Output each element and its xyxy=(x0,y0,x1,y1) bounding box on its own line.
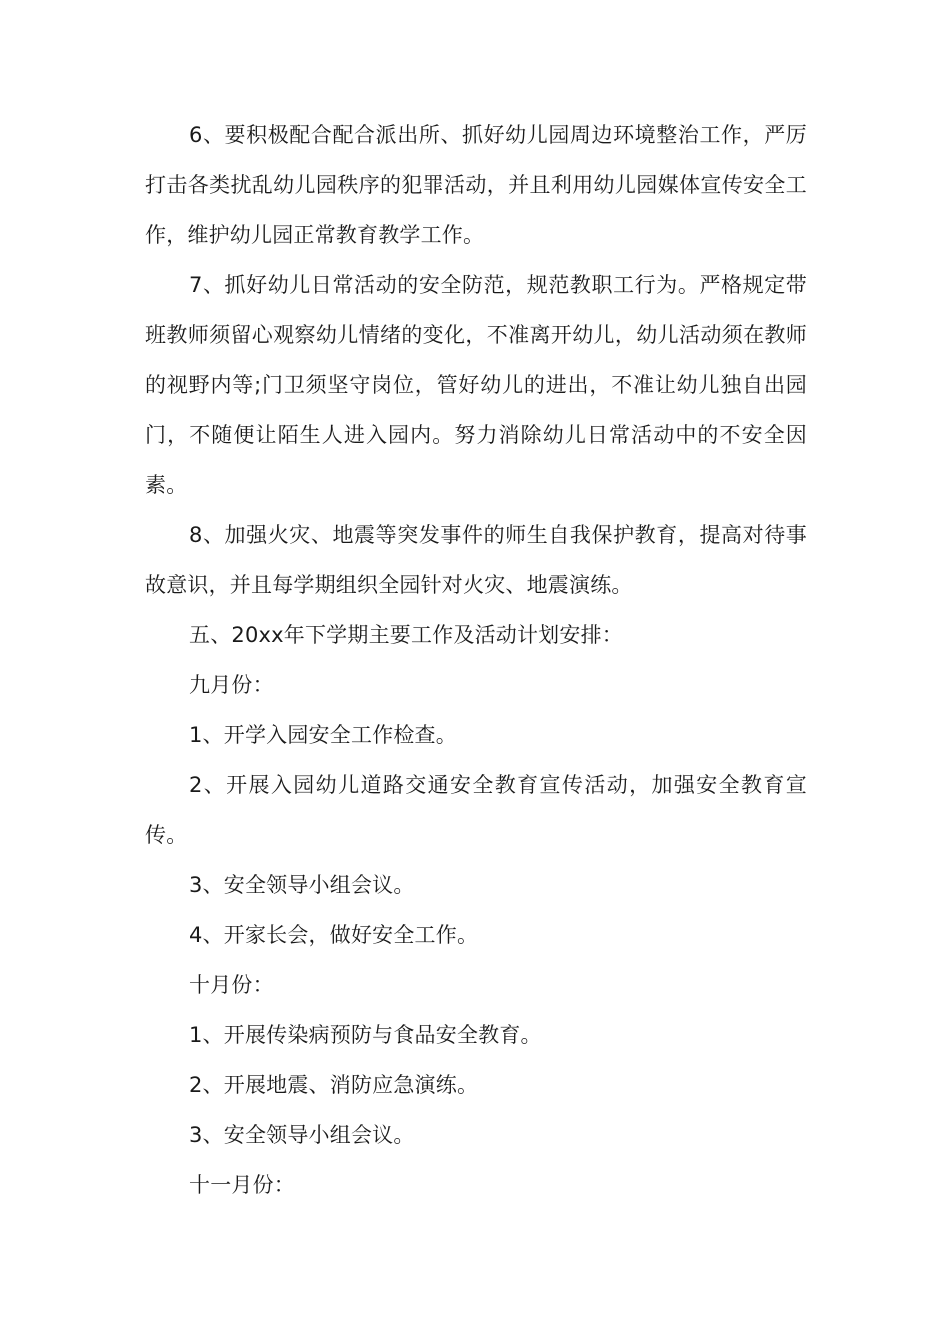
list-item: 3、安全领导小组会议。 xyxy=(189,1123,415,1147)
month-heading-september: 九月份： xyxy=(189,673,274,697)
document-page xyxy=(145,110,807,1210)
month-heading-november: 十一月份： xyxy=(189,1173,295,1197)
list-item: 4、开家长会，做好安全工作。 xyxy=(189,923,479,947)
paragraph-item-6: 6、要积极配合配合派出所、抓好幼儿园周边环境整治工作，严厉打击各类扰乱幼儿园秩序的犯罪活动，并且利用幼儿园媒体宣传安全工作，维护幼儿园正常教育教学工作。 xyxy=(145,123,807,247)
paragraph-item-7: 7、抓好幼儿日常活动的安全防范，规范教职工行为。严格规定带班教师须留心观察幼儿情绪的变化，不准离开幼儿，幼儿活动须在教师的视野内等;门卫须坚守岗位，管好幼儿的进出，不准让幼儿独自出园门，不随便让陌生人进入园内。努力消除幼儿日常活动中的不安全因素。 xyxy=(145,273,807,497)
list-item: 1、开展传染病预防与食品安全教育。 xyxy=(189,1023,542,1047)
list-item: 2、开展入园幼儿道路交通安全教育宣传活动，加强安全教育宣传。 xyxy=(145,773,807,847)
paragraph-item-8: 8、加强火灾、地震等突发事件的师生自我保护教育，提高对待事故意识，并且每学期组织全园针对火灾、地震演练。 xyxy=(145,523,807,597)
list-item: 2、开展地震、消防应急演练。 xyxy=(189,1073,479,1097)
list-item: 1、开学入园安全工作检查。 xyxy=(189,723,457,747)
month-heading-october: 十月份： xyxy=(189,973,274,997)
list-item: 3、安全领导小组会议。 xyxy=(189,873,415,897)
section-heading-plan: 五、20xx年下学期主要工作及活动计划安排： xyxy=(189,623,623,647)
